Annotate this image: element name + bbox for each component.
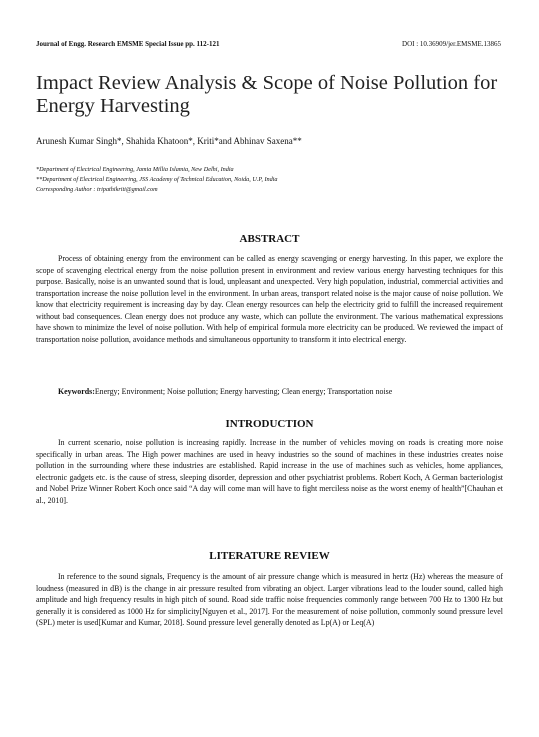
literature-heading: LITERATURE REVIEW [209,550,330,562]
affiliation-2: **Department of Electrical Engineering, JSS Academy of Technical Education, Noida, U.P, India [36,176,278,183]
corresponding-author: Corresponding Author : tripathikriti@gmail.com [36,186,158,193]
journal-header: Journal of Engg. Research EMSME Special Issue pp. 112-121 [36,40,220,48]
literature-text: In reference to the sound signals, Frequency is the amount of air pressure change which is measured in hertz (Hz) whereas the measure of loudness (measured in dB) is the change in air pressure resulted from vibrating an object. Larger vibrations lead to the louder sound, called high amplitude and high frequency results in high pitch of sound. Road side traffic noise frequencies commonly range between 700 Hz to 1300 Hz but generally it is considered as 1000 Hz for simplicity[Nguyen et al., 2017]. For the measurement of noise pollution, commonly sound pressure level (SPL) meter is used[Kumar and Kumar, 2018]. Sound pressure level generally denoted as Lp(A) or Leq(A) [36,572,503,627]
author-list: Arunesh Kumar Singh*, Shahida Khatoon*, Kriti*and Abhinav Saxena** [36,136,302,146]
introduction-heading: INTRODUCTION [225,418,314,430]
keywords-text: Energy; Environment; Noise pollution; Energy harvesting; Clean energy; Transportation noise [94,387,393,396]
keywords-label: Keywords: [58,387,95,396]
doi-header: DOI : 10.36909/jer.EMSME.13865 [402,40,501,48]
affiliations [36,165,476,195]
affiliation-1: *Department of Electrical Engineering, Jamia Millia Islamia, New Delhi, India [36,166,234,173]
introduction-text: In current scenario, noise pollution is increasing rapidly. Increase in the number of vehicles moving on roads is creating more noise specifically in urban areas. The High power machines are used in heavy industries so the sound of machines in these industries creates noise pollution in the surrounding where these industries are established. Rapid increase in the use of machines such as vehicles, home appliances, electronic gadgets etc. is the cause of stress, sleeping disorder, depression and other psychiatrist problems. Robert Koch, A German bacteriologist and Nobel Prize Winner Robert Koch once said “A day will come man will have to fight merciless noise as the worst enemy of health”[Chauhan et al., 2010]. [36,438,503,505]
abstract-heading: ABSTRACT [239,233,300,245]
paper-title: Impact Review Analysis & Scope of Noise Pollution for Energy Harvesting [36,72,498,117]
keywords-line [36,386,503,398]
abstract-text: Process of obtaining energy from the environment can be called as energy scavenging or energy harvesting. In this paper, we explore the scope of scavenging electrical energy from the noise pollution present in environment and review various energy harvesting techniques for this purpose. Basically, noise is an unwanted sound that is loud, unpleasant and unexpected. Very high population, industrial, commercial activities and transportation increase the noise pollution level in the environment. In urban areas, transport related noise is the major cause of noise pollution. We know that electricity requirement is increasing day by day. Clean energy resources can help the electricity grid to fulfill the increased requirement without bad consequences. Clean energy does not produce any waste, which can pollute the environment. The various mathematical expressions have shown to minimize the level of noise pollution. With help of empirical formula more electricity can be produced. We reviewed the impact of transportation noise pollution, avoidance methods and simultaneous opportunity to transform it into electrical energy. [36,254,503,344]
